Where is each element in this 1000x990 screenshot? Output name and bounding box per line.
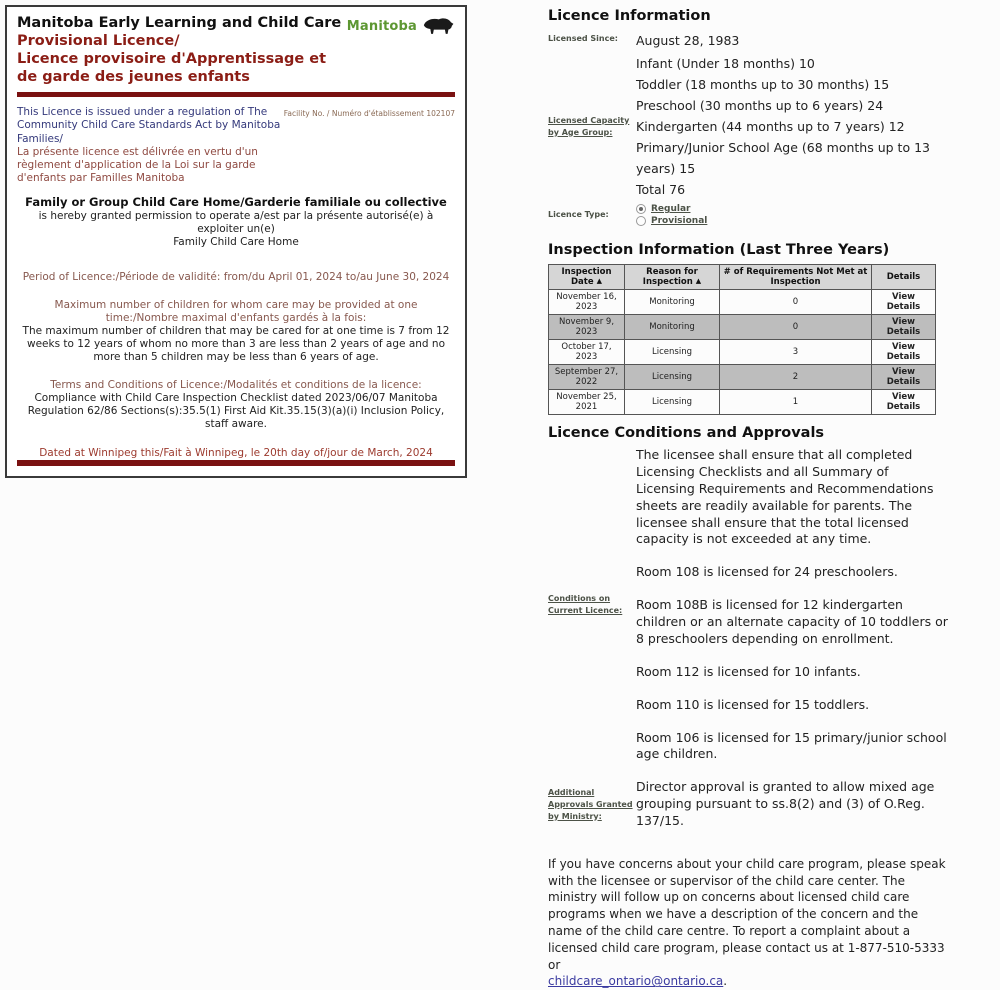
certificate-org-title: Manitoba Early Learning and Child Care <box>17 15 342 31</box>
radio-regular[interactable] <box>636 204 646 214</box>
issued-under-text-fr: La présente licence est délivrée en vertu d'un règlement d'application de la Loi sur la garde d'enfants par Familles Manitoba <box>17 145 258 184</box>
inspection-table <box>548 264 936 415</box>
inspection-reason: Licensing <box>625 365 720 390</box>
sort-ascending-icon[interactable]: ▲ <box>596 277 602 285</box>
inspection-row <box>549 365 936 390</box>
terms-conditions-label: Terms and Conditions of Licence:/Modalités et conditions de la licence: <box>50 378 422 391</box>
col-requirements-not-met: # of Requirements Not Met at Inspection <box>720 265 872 290</box>
radio-provisional[interactable] <box>636 216 646 226</box>
certificate-header <box>17 14 455 87</box>
licence-information-heading: Licence Information <box>548 8 711 24</box>
issued-under-text-en: This Licence is issued under a regulation of The Community Child Care Standards Act by Manitoba Families/ <box>17 106 281 145</box>
condition-paragraph: Room 108B is licensed for 12 kindergarten children or an alternate capacity of 10 toddlers or 8 preschoolers depending on enrollment. <box>636 597 948 646</box>
col-details: Details <box>872 265 936 290</box>
home-type-text: Family Child Care Home <box>173 235 299 248</box>
inspection-date: November 16, 2023 <box>549 290 625 315</box>
additional-approvals-label: Additional Approvals Granted by Ministry: <box>548 787 633 821</box>
licensed-since-value: August 28, 1983 <box>636 33 740 48</box>
capacity-line-kindergarten: Kindergarten (44 months up to 7 years) 12 <box>636 119 905 134</box>
capacity-line-infant: Infant (Under 18 months) 10 <box>636 56 815 71</box>
childcare-email-link[interactable]: childcare_ontario@ontario.ca <box>548 974 724 989</box>
requirements-not-met: 1 <box>720 390 872 415</box>
inspection-row <box>549 390 936 415</box>
details-panel <box>548 8 948 990</box>
condition-paragraph: The licensee shall ensure that all completed Licensing Checklists and all Summary of Licensing Requirements and Recommendations sheets are readily available for parents. The licensee shall ensure that the total licensed capacity is not exceeded at any time. <box>636 447 934 547</box>
capacity-list <box>636 53 948 200</box>
facility-number-row <box>284 106 455 184</box>
period-of-licence-text: Period of Licence:/Période de validité: from/du April 01, 2024 to/au June 30, 2024 <box>22 270 450 283</box>
concerns-note <box>548 856 948 990</box>
requirements-not-met: 2 <box>720 365 872 390</box>
bison-icon <box>421 16 455 36</box>
facility-number-value: 102107 <box>426 109 455 119</box>
certificate-subtitle-en: Provisional Licence/ <box>17 33 180 50</box>
licensed-since-label: Licensed Since: <box>548 34 618 43</box>
capacity-line-primary: Primary/Junior School Age (68 months up to 13 years) 15 <box>636 140 930 176</box>
radio-regular-label[interactable]: Regular <box>651 204 691 214</box>
inspection-row <box>549 340 936 365</box>
conditions-paragraphs <box>636 447 948 763</box>
max-children-label: Maximum number of children for whom care may be provided at one time:/Nombre maximal d'enfants gardés à la fois: <box>54 298 418 324</box>
concerns-text-end: . <box>723 974 728 989</box>
view-details-link[interactable]: View Details <box>872 365 936 390</box>
inspection-date: November 25, 2021 <box>549 390 625 415</box>
capacity-line-total: Total 76 <box>636 182 686 197</box>
view-details-link[interactable]: View Details <box>872 390 936 415</box>
requirements-not-met: 0 <box>720 315 872 340</box>
condition-paragraph: Room 108 is licensed for 24 preschoolers. <box>636 564 898 580</box>
inspection-information-heading: Inspection Information (Last Three Years) <box>548 242 890 258</box>
terms-conditions-text: Compliance with Child Care Inspection Checklist dated 2023/06/07 Manitoba Regulation 62/86 Sections(s):35.5(1) First Aid Kit.35.15(3)(a)(i) Inclusion Policy, staff aware. <box>27 391 445 430</box>
condition-paragraph: Room 106 is licensed for 15 primary/junior school age children. <box>636 729 947 762</box>
radio-provisional-label[interactable]: Provisional <box>651 216 708 226</box>
inspection-date: October 17, 2023 <box>549 340 625 365</box>
col-reason[interactable]: Reason for Inspection ▲ <box>625 265 720 290</box>
max-children-text: The maximum number of children that may be cared for at one time is 7 from 12 weeks to 12 years of whom no more than 3 are less than 2 years of age and no more than 5 children may be less than 6 years of age. <box>22 324 450 363</box>
view-details-link[interactable]: View Details <box>872 315 936 340</box>
bottom-divider-bar <box>17 460 455 466</box>
inspection-reason: Monitoring <box>625 315 720 340</box>
inspection-reason: Licensing <box>625 340 720 365</box>
approvals-paragraph: Director approval is granted to allow mixed age grouping pursuant to ss.8(2) and (3) of O.Reg. 137/15. <box>636 779 935 828</box>
inspection-date: November 9, 2023 <box>549 315 625 340</box>
condition-paragraph: Room 110 is licensed for 15 toddlers. <box>636 696 870 712</box>
concerns-text: If you have concerns about your child care program, please speak with the licensee or supervisor of the child care center. The ministry will follow up on concerns about licensed child care programs when we have a description of the concern and the name of the child care centre. To report a complaint about a licensed child care program, please contact us at 1-877-510-5333 or <box>548 856 946 972</box>
manitoba-logo <box>347 16 455 36</box>
view-details-link[interactable]: View Details <box>872 290 936 315</box>
inspection-reason: Licensing <box>625 390 720 415</box>
capacity-line-toddler: Toddler (18 months up to 30 months) 15 <box>636 77 890 92</box>
granted-permission-text: is hereby granted permission to operate a/est par la présente autorisé(e) à exploiter un(e) <box>38 209 434 235</box>
licence-type-label: Licence Type: <box>548 210 609 219</box>
view-details-link[interactable]: View Details <box>872 340 936 365</box>
facility-type-title: Family or Group Child Care Home/Garderie familiale ou collective <box>25 194 447 209</box>
conditions-label: Conditions on Current Licence: <box>548 594 623 616</box>
inspection-row <box>549 290 936 315</box>
requirements-not-met: 0 <box>720 290 872 315</box>
capacity-line-preschool: Preschool (30 months up to 6 years) 24 <box>636 98 884 113</box>
conditions-heading: Licence Conditions and Approvals <box>548 425 825 441</box>
certificate-subtitle-fr: Licence provisoire d'Apprentissage et de garde des jeunes enfants <box>17 51 327 86</box>
facility-number-label: Facility No. / Numéro d'établissement <box>283 109 424 119</box>
licence-type-options <box>636 202 948 228</box>
requirements-not-met: 3 <box>720 340 872 365</box>
licence-certificate <box>5 5 467 478</box>
dated-at-text: Dated at Winnipeg this/Fait à Winnipeg, le 20th day of/jour de March, 2024 <box>39 447 433 460</box>
condition-paragraph: Room 112 is licensed for 10 infants. <box>636 663 861 679</box>
capacity-label: Licensed Capacity by Age Group: <box>548 115 630 137</box>
manitoba-logo-text: Manitoba <box>346 18 417 34</box>
inspection-reason: Monitoring <box>625 290 720 315</box>
inspection-row <box>549 315 936 340</box>
sort-ascending-icon[interactable]: ▲ <box>695 277 702 285</box>
inspection-date: September 27, 2022 <box>549 365 625 390</box>
col-inspection-date[interactable]: Inspection Date ▲ <box>549 265 625 290</box>
